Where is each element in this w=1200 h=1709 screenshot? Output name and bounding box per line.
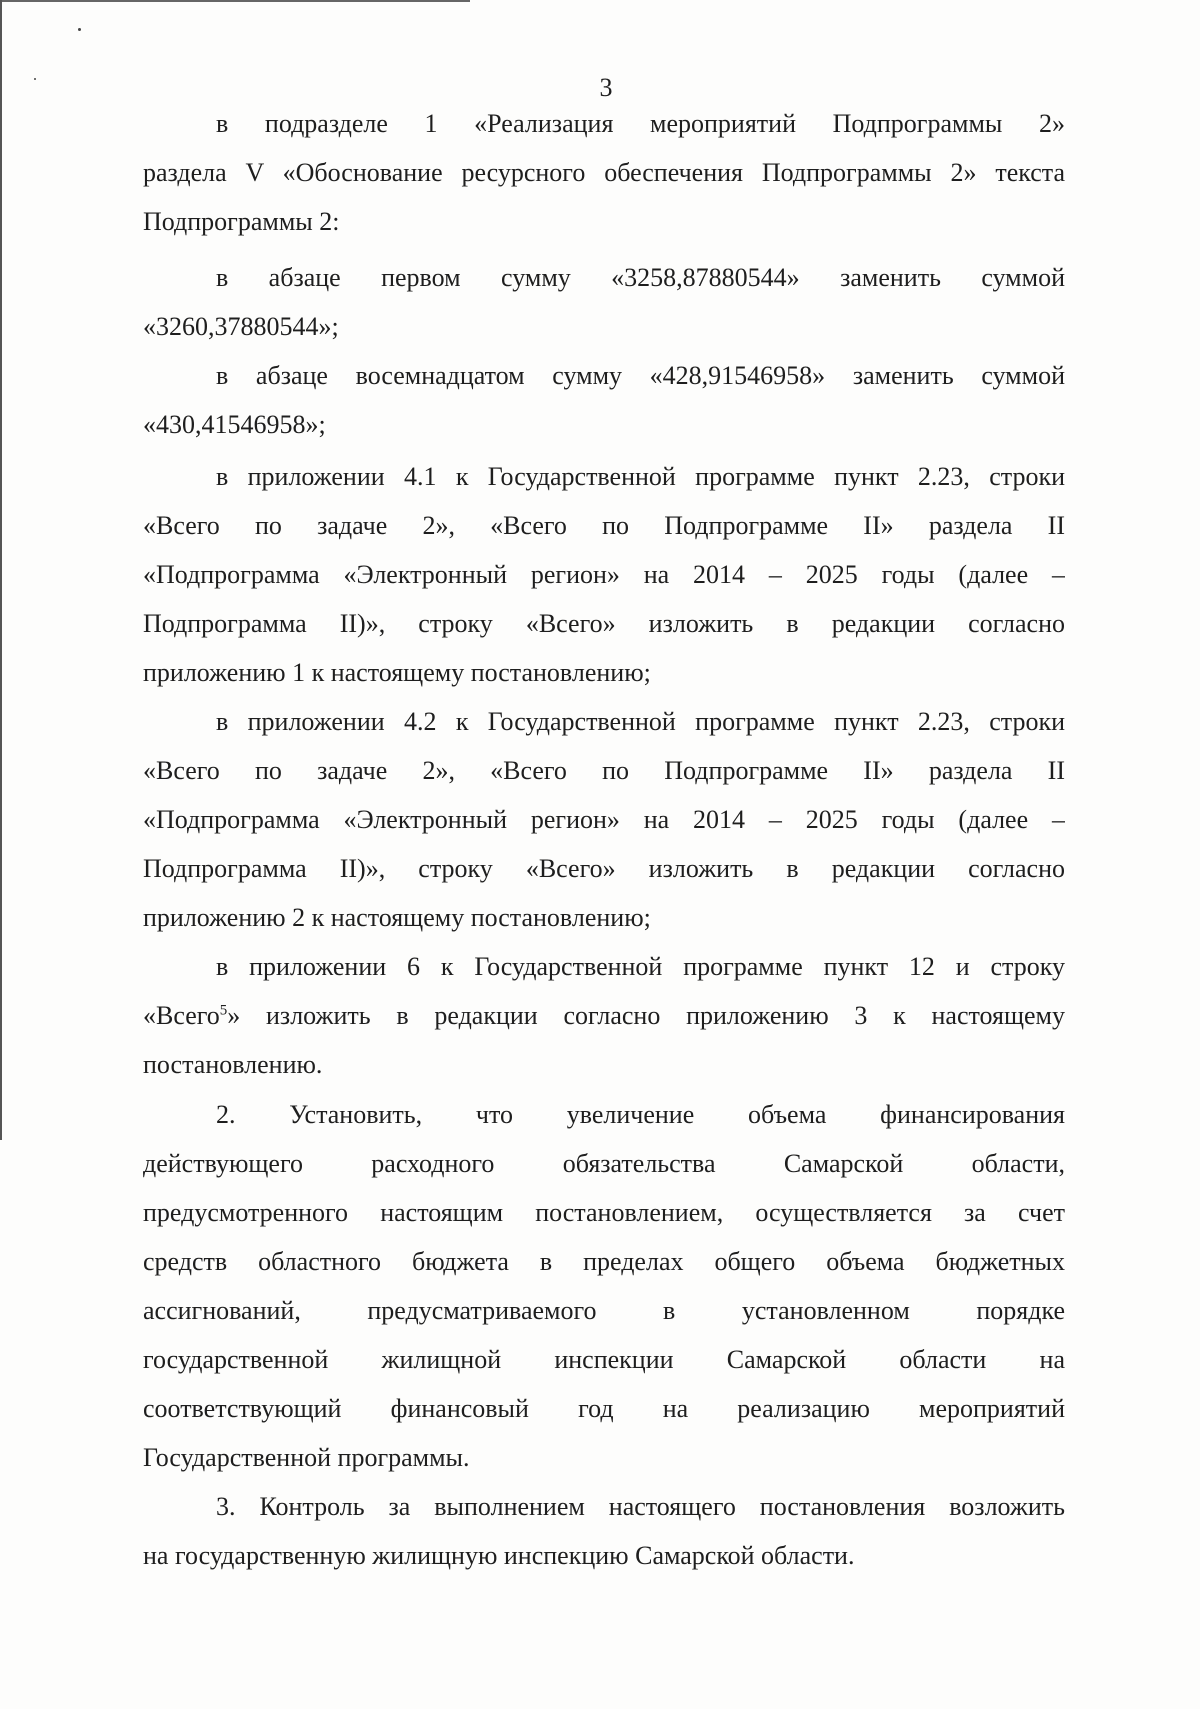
footnote-mark: 5: [219, 1002, 228, 1019]
text-line: приложению 1 к настоящему постановлению;: [143, 658, 651, 687]
text-line: [143, 991, 1065, 1040]
text-line: предусмотренного настоящим постановлением, осуществляется за счет: [143, 1198, 1065, 1227]
paragraph-first-indent: [143, 253, 1065, 351]
text-line: соответствующий финансовый год на реализацию мероприятий: [143, 1394, 1065, 1423]
paragraph-eighteenth-indent: [143, 351, 1065, 449]
scan-speck: [34, 78, 36, 80]
paragraph-item-2: [143, 1090, 1065, 1482]
text-line: «Всего по задаче 2», «Всего по Подпрограмме II» раздела II: [143, 756, 1065, 785]
text-line: средств областного бюджета в пределах общего объема бюджетных: [143, 1247, 1065, 1276]
paragraph-subsection-1: [143, 99, 1065, 246]
text-line: в абзаце восемнадцатом сумму «428,91546958» заменить суммой: [216, 361, 1065, 390]
paragraph-appendix-6: [143, 942, 1065, 1089]
text-line: «3260,37880544»;: [143, 312, 339, 341]
page-number: 3: [599, 73, 613, 102]
text-fragment: » изложить в редакции согласно приложению 3 к настоящему: [227, 1001, 1065, 1030]
text-line: приложению 2 к настоящему постановлению;: [143, 903, 651, 932]
scan-border-top: [0, 0, 470, 2]
text-fragment: «Всего: [143, 1001, 220, 1030]
text-line: в приложении 6 к Государственной программе пункт 12 и строку: [216, 952, 1065, 981]
paragraph-appendix-4-1: [143, 452, 1065, 697]
text-line: 3. Контроль за выполнением настоящего постановления возложить: [216, 1492, 1065, 1521]
scan-speck: [78, 28, 81, 31]
paragraph-item-3: [143, 1482, 1065, 1580]
scan-border-left: [0, 0, 2, 1140]
text-line: Государственной программы.: [143, 1443, 470, 1472]
text-line: государственной жилищной инспекции Самарской области на: [143, 1345, 1065, 1374]
text-line: на государственную жилищную инспекцию Самарской области.: [143, 1541, 855, 1570]
text-line: раздела V «Обоснование ресурсного обеспечения Подпрограммы 2» текста: [143, 158, 1065, 187]
text-line: «Подпрограмма «Электронный регион» на 2014 – 2025 годы (далее –: [143, 560, 1065, 589]
text-line: в подразделе 1 «Реализация мероприятий Подпрограммы 2»: [216, 109, 1065, 138]
text-line: «Всего по задаче 2», «Всего по Подпрограмме II» раздела II: [143, 511, 1065, 540]
text-line: в абзаце первом сумму «3258,87880544» заменить суммой: [216, 263, 1065, 292]
text-line: действующего расходного обязательства Самарской области,: [143, 1149, 1065, 1178]
text-line: в приложении 4.2 к Государственной программе пункт 2.23, строки: [216, 707, 1065, 736]
paragraph-appendix-4-2: [143, 697, 1065, 942]
text-line: «Подпрограмма «Электронный регион» на 2014 – 2025 годы (далее –: [143, 805, 1065, 834]
text-line: «430,41546958»;: [143, 410, 326, 439]
text-line: Подпрограммы 2:: [143, 207, 340, 236]
text-line: 2. Установить, что увеличение объема финансирования: [216, 1100, 1065, 1129]
text-line: ассигнований, предусматриваемого в установленном порядке: [143, 1296, 1065, 1325]
text-line: в приложении 4.1 к Государственной программе пункт 2.23, строки: [216, 462, 1065, 491]
text-line: постановлению.: [143, 1050, 323, 1079]
text-line: Подпрограмма II)», строку «Всего» изложить в редакции согласно: [143, 854, 1065, 883]
text-line: Подпрограмма II)», строку «Всего» изложить в редакции согласно: [143, 609, 1065, 638]
